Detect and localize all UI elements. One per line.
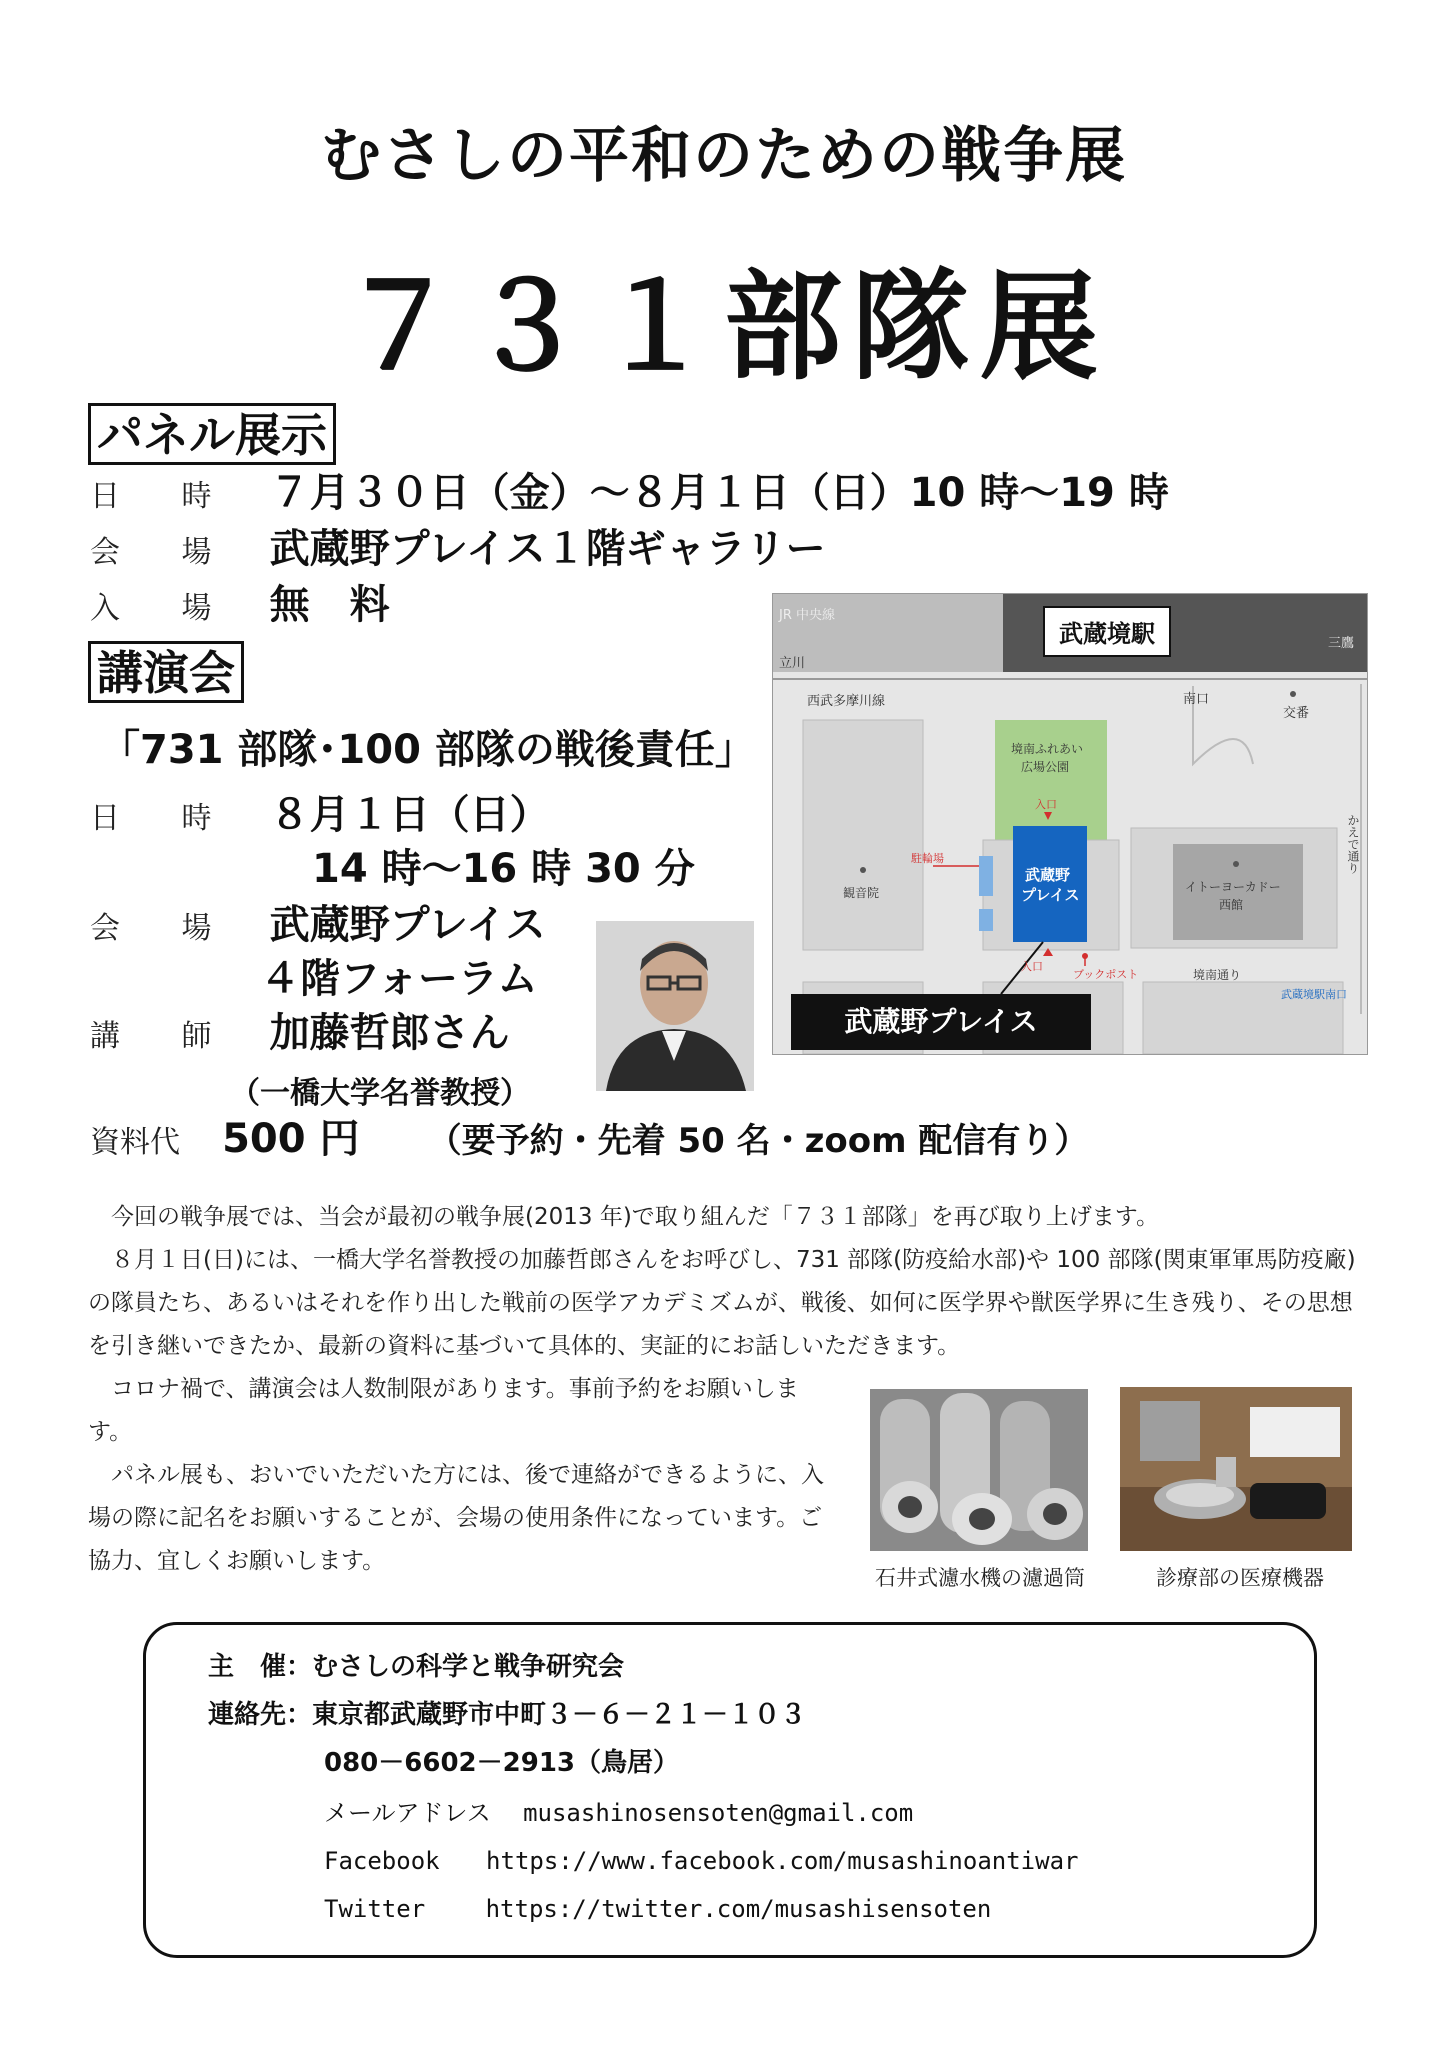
lecture-fee-row xyxy=(90,1116,1088,1166)
host-label: 主 催： xyxy=(208,1652,313,1682)
venue-map xyxy=(772,593,1368,1055)
map-ito-line1: イトーヨーカドー xyxy=(1185,880,1281,894)
map-ito-line2: 西館 xyxy=(1219,898,1244,912)
panel-date-label: 日 時 xyxy=(90,479,238,514)
twitter-label: Twitter xyxy=(324,1895,426,1923)
map-tachikawa: 立川 xyxy=(779,656,806,671)
lecture-speaker-label: 講 師 xyxy=(90,1019,238,1054)
map-seibu-line: 西武多摩川線 xyxy=(807,694,886,709)
contact-box xyxy=(143,1622,1317,1958)
body-paragraph-3: コロナ禍で、講演会は人数制限があります。事前予約をお願いします。 xyxy=(88,1376,799,1445)
filter-tube-photo xyxy=(870,1389,1088,1551)
mail-label: メールアドレス xyxy=(324,1799,491,1827)
body-side-paragraphs xyxy=(88,1368,828,1583)
exhibition-title: ７３１部隊展 xyxy=(339,258,1108,396)
map-entrance-top: 入口 xyxy=(1035,798,1057,811)
map-kaede: かえで通り xyxy=(1346,814,1360,874)
lecture-date-value: ８月１日（日） xyxy=(269,792,550,838)
twitter-link[interactable]: https://twitter.com/musashisensoten xyxy=(485,1895,992,1923)
lecture-speaker-title: （一橋大学名誉教授） xyxy=(230,1076,530,1111)
panel-date-value: ７月３０日（金）～８月１日（日）10 時～19 時 xyxy=(269,470,1169,516)
facebook-label: Facebook xyxy=(324,1847,440,1875)
map-place-label: 武蔵野プレイス xyxy=(791,994,1091,1050)
lecture-speaker-value: 加藤哲郎さん xyxy=(269,1010,510,1056)
contact-address: 東京都武蔵野市中町３－６－２１－１０３ xyxy=(312,1700,807,1730)
map-mitaka: 三鷹 xyxy=(1328,636,1355,651)
map-entrance-bottom: 入口 xyxy=(1021,960,1043,973)
panel-venue-value: 武蔵野プレイス１階ギャラリー xyxy=(269,526,826,572)
facebook-row xyxy=(324,1837,1078,1885)
host-row xyxy=(208,1643,624,1691)
panel-date-row xyxy=(90,470,1169,520)
map-building-line1: 武蔵野 xyxy=(1025,866,1071,884)
panel-entry-label: 入 場 xyxy=(90,591,238,626)
lecture-venue-label: 会 場 xyxy=(90,911,238,946)
map-park-line1: 境南ふれあい xyxy=(1011,742,1084,756)
lecture-venue-line2: ４階フォーラム xyxy=(260,956,538,1002)
panel-venue-row xyxy=(90,526,826,576)
speaker-photo-image xyxy=(596,921,754,1091)
body-paragraph-2: ８月１日(日)には、一橋大学名誉教授の加藤哲郎さんをお呼びし、731 部隊(防疫給水部)や 100 部隊(関東軍軍馬防疫廠)の隊員たち、あるいはそれを作り出した戦前の医学アカデミズムが、戦後、如何に医学界や獣医学界に生き残り、その思想を引き継いできたか、最新の資料に基づいて具体的、実証的にお話しいただきます。 xyxy=(88,1247,1356,1359)
map-building-line2: プレイス xyxy=(1021,886,1080,904)
map-south-exit: 南口 xyxy=(1183,692,1210,707)
map-bookpost: ブックポスト xyxy=(1073,968,1139,981)
panel-venue-label: 会 場 xyxy=(90,535,238,570)
map-kannon: 観音院 xyxy=(843,886,880,900)
map-jr-line: JR 中央線 xyxy=(779,608,835,623)
panel-heading: パネル展示 xyxy=(88,403,336,465)
filter-tube-image xyxy=(870,1389,1088,1551)
contact-row xyxy=(208,1691,806,1739)
lecture-venue-row xyxy=(90,902,546,952)
venue-map-svg xyxy=(773,594,1367,1054)
host-value: むさしの科学と戦争研究会 xyxy=(312,1652,625,1682)
mail-row xyxy=(324,1789,913,1837)
lecture-speaker-row xyxy=(90,1010,510,1060)
lecture-venue-line1: 武蔵野プレイス xyxy=(269,902,546,948)
map-bicycle: 駐輪場 xyxy=(911,852,944,865)
lecture-heading: 講演会 xyxy=(88,641,244,703)
lecture-date-row xyxy=(90,792,550,842)
contact-label: 連絡先： xyxy=(208,1700,313,1730)
contact-phone: 080－6602－2913（鳥居） xyxy=(324,1748,679,1778)
twitter-row xyxy=(324,1885,991,1933)
filter-tube-caption: 石井式濾水機の濾過筒 xyxy=(875,1566,1085,1590)
lecture-fee-value: 500 円 xyxy=(222,1116,360,1162)
mail-link[interactable]: musashinosensoten@gmail.com xyxy=(523,1799,914,1827)
event-series-title: むさしの平和のための戦争展 xyxy=(321,121,1127,191)
facebook-link[interactable]: https://www.facebook.com/musashinoantiwar xyxy=(486,1847,1079,1875)
panel-entry-row xyxy=(90,582,390,632)
medical-instrument-photo xyxy=(1120,1387,1352,1551)
map-koban: 交番 xyxy=(1283,706,1310,721)
lecture-topic: 「731 部隊･100 部隊の戦後責任」 xyxy=(100,727,755,773)
lecture-time-value: 14 時～16 時 30 分 xyxy=(312,846,695,892)
lecture-fee-note: （要予約・先着 50 名・zoom 配信有り） xyxy=(427,1121,1089,1161)
speaker-photo xyxy=(596,921,754,1091)
map-south-exit-station: 武蔵境駅南口 xyxy=(1281,988,1347,1001)
map-park-line2: 広場公園 xyxy=(1021,760,1070,774)
panel-entry-value: 無 料 xyxy=(269,582,390,628)
lecture-date-label: 日 時 xyxy=(90,801,238,836)
map-kyonan-street: 境南通り xyxy=(1193,968,1242,982)
medical-instrument-caption: 診療部の医療機器 xyxy=(1156,1566,1324,1590)
medical-instrument-image xyxy=(1120,1387,1352,1551)
body-paragraph-1: 今回の戦争展では、当会が最初の戦争展(2013 年)で取り組んだ「７３１部隊」を再び取り上げます。 xyxy=(111,1204,1159,1230)
body-full-paragraphs xyxy=(88,1196,1363,1368)
body-paragraph-4: パネル展も、おいでいただいた方には、後で連絡ができるように、入場の際に記名をお願いすることが、会場の使用条件になっています。ご協力、宜しくお願いします。 xyxy=(88,1462,824,1574)
lecture-fee-label: 資料代 xyxy=(90,1125,180,1160)
map-station-label: 武蔵境駅 xyxy=(1043,606,1171,657)
